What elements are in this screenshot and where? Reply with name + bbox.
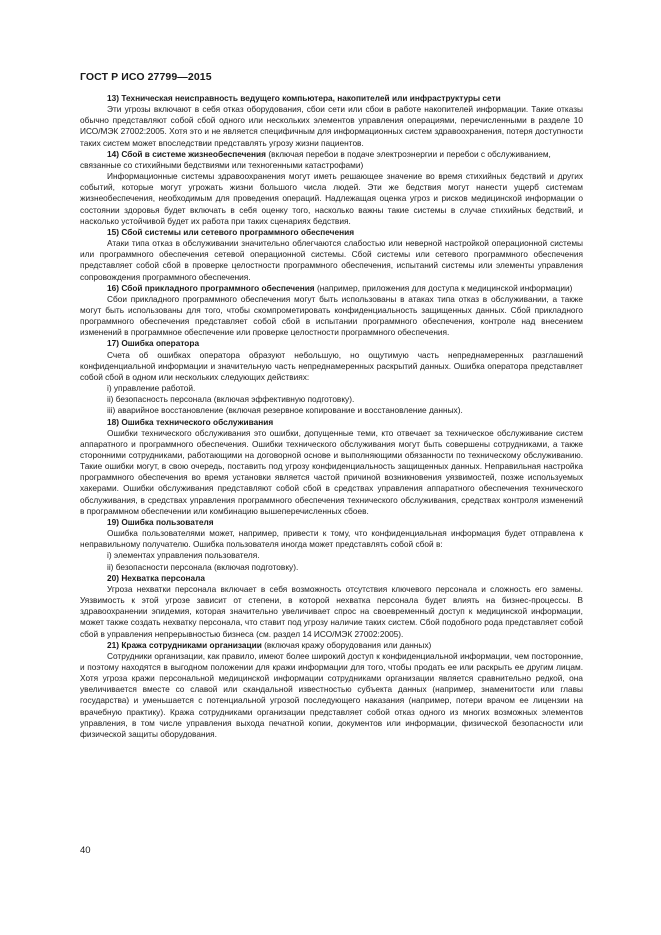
- list-item: ii) безопасности персонала (включая подготовку).: [107, 561, 299, 572]
- section-number: 13): [107, 93, 119, 103]
- section-heading: [80, 573, 583, 584]
- paragraph: Ошибки технического обслуживания это ошибки, допущенные теми, кто отвечает за техническое обслуживание систем аппаратного и программного обеспечения. Ошибки технического обслуживания могут быть совершены сотрудниками, а также сторонними сотрудниками, работающими на договорной основе и выполняющими обязанности по техническому обслуживанию. Такие ошибки могут, в свою очередь, поставить под угрозу конфиденциальность защищенных данных. Неправильная настройка программного обеспечения во время установки является частой причиной возникновения уязвимостей, позже используемых хакерами. Ошибки обслуживания представляют собой сбой в средствах управления аппаратного обеспечения технического обслуживания, в средствах управления программного обеспечения технического обслуживания, средствах контроля изменений в программном обеспечении или комбинацию вышеперечисленных сбоев.: [80, 427, 583, 516]
- section-title: Ошибка пользователя: [121, 516, 214, 527]
- section-title: Техническая неисправность ведущего компьютера, накопителей или инфраструктуры сети: [121, 93, 501, 103]
- paragraph: Сбои прикладного программного обеспечения могут быть использованы в атаках типа отказ в обслуживании, а также могут быть использованы для того, чтобы скомпрометировать конфиденциальность защищенных данных. Сбой прикладного программного обеспечения представляет собой сбой в испытании программного обеспечения, контроле над внесением изменений в программное обеспечение или проверке целостности программного обеспечения.: [80, 293, 583, 338]
- list-item: i) управление работой.: [107, 383, 196, 394]
- section-title: Нехватка персонала: [121, 572, 206, 583]
- section-heading: [80, 640, 583, 651]
- section-heading: [80, 417, 583, 428]
- section-number: 15): [107, 226, 119, 237]
- section-title: Ошибка технического обслуживания: [121, 416, 274, 427]
- section-note: (например, приложения для доступа к медицинской информации): [314, 282, 573, 293]
- section-heading: [80, 227, 583, 238]
- paragraph: Эти угрозы включают в себя отказ оборудования, сбои сети или сбои в работе накопителей информации. Такие отказы обычно представляют собой сбой одного или нескольких элементов управления операциями, перечисленными в разделе 10 ИСО/МЭК 27002:2005. Хотя это и не является специфичным для информационных систем здравоохранения, потеря доступности таких систем может впоследствии представлять угрозу жизни пациентов.: [80, 104, 583, 148]
- section-title: Сбой прикладного программного обеспечения: [121, 282, 315, 293]
- section-title: Кража сотрудниками организации: [121, 639, 262, 650]
- paragraph: Атаки типа отказ в обслуживании значительно облегчаются слабостью или неверной настройкой операционной системы или программного обеспечения сетевой операционной системы. Сбой системы или сетевого программного обеспечения представляет собой сбой в проверке целостности программного обеспечения, испытаний системы или элементы управления сопровождения программного обеспечения.: [80, 238, 583, 282]
- section-number: 21): [107, 639, 119, 650]
- section-number: 18): [107, 416, 119, 427]
- list-item: ii) безопасность персонала (включая эффективную подготовку).: [107, 394, 355, 405]
- section-title: Сбой системы или сетевого программного обеспечения: [121, 226, 355, 237]
- section-number: 19): [107, 516, 119, 527]
- paragraph: Угроза нехватки персонала включает в себя возможность отсутствия ключевого персонала и сложность его замены. Уязвимость к этой угрозе зависит от степени, в которой нехватка персонала будет влиять на бизнес-процессы. В здравоохранении эпидемия, которая значительно увеличивает спрос на своевременный доступ к медицинской информации, может также создать нехватку персонала, что ставит под угрозу наличие таких систем. Сбой подобного рода представляет собой сбой в управления непрерывностью бизнеса (см. раздел 14 ИСО/МЭК 27002:2005).: [80, 583, 583, 639]
- section-title: Сбой в системе жизнеобеспечения: [121, 148, 267, 159]
- section-number: 20): [107, 572, 119, 583]
- section-number: 16): [107, 282, 119, 293]
- list-item: iii) аварийное восстановление (включая резервное копирование и восстановление данных).: [107, 405, 463, 416]
- paragraph: Информационные системы здравоохранения могут иметь решающее значение во время стихийных бедствий и других событий, которые могут угрожать жизни большого числа людей. Эти же бедствия могут нанести ущерб системам жизнеобеспечения, необходимым для проведения операций. Надлежащая оценка угроз и рисков медицинской информации о состоянии здоровья будет включать в себя оценку того, насколько важны такие системы в случае стихийных бедствий, и насколько устойчивой будет их работа при таких сценариях бедствия.: [80, 171, 583, 226]
- section-heading: [80, 517, 583, 528]
- section-heading: [80, 338, 583, 349]
- paragraph: Ошибка пользователями может, например, привести к тому, что конфиденциальная информация будет отправлена к неправильному получателю. Ошибка пользователя иногда может представлять собой сбой в:: [80, 528, 583, 550]
- section-number: 17): [107, 338, 119, 349]
- section-number: 14): [107, 148, 119, 159]
- section-heading: [80, 283, 583, 294]
- paragraph: Счета об ошибках оператора образуют небольшую, но ощутимую часть непреднамеренных разглашений конфиденциальной информации и значительную часть непреднамеренных раскрытий данных. Ошибка оператора представляет собой сбой в одном или нескольких следующих действиях:: [80, 349, 583, 382]
- paragraph: Сотрудники организации, как правило, имеют более широкий доступ к конфиденциальной информации, чем посторонние, и поэтому находятся в выгодном положении для кражи информации для того, чтобы продать ее или раскрыть ее другим лицам. Хотя угроза кражи персональной медицинской информации сотрудниками организации является сравнительно редкой, она увеличивается вместе со славой или скандальной известностью субъекта данных (например, знаменитости или главы государства) и уменьшается с потенциальной угрозой последующего наказания (например, потери врачом ее лицензии на врачебную практику). Кража сотрудниками организации представляет собой отказ одного из многих возможных элементов управления, в том числе управления выхода печатной копии, документов или информации, физической безопасности или физической защиты оборудования.: [80, 650, 583, 739]
- section-title: Ошибка оператора: [121, 338, 200, 349]
- section-heading: [80, 149, 583, 171]
- section-note: (включая кражу оборудования или данных): [261, 639, 432, 650]
- document-header: ГОСТ Р ИСО 27799—2015: [80, 71, 212, 83]
- section-heading: [80, 93, 583, 104]
- list-item: i) элементах управления пользователя.: [107, 550, 260, 561]
- document-body: [80, 93, 583, 740]
- section-note: (включая перебои в подаче электроэнергии и перебои с обслуживанием, связанные со стихийными бедствиями или техногенными катастрофами): [80, 148, 551, 170]
- page-number: 40: [80, 845, 91, 856]
